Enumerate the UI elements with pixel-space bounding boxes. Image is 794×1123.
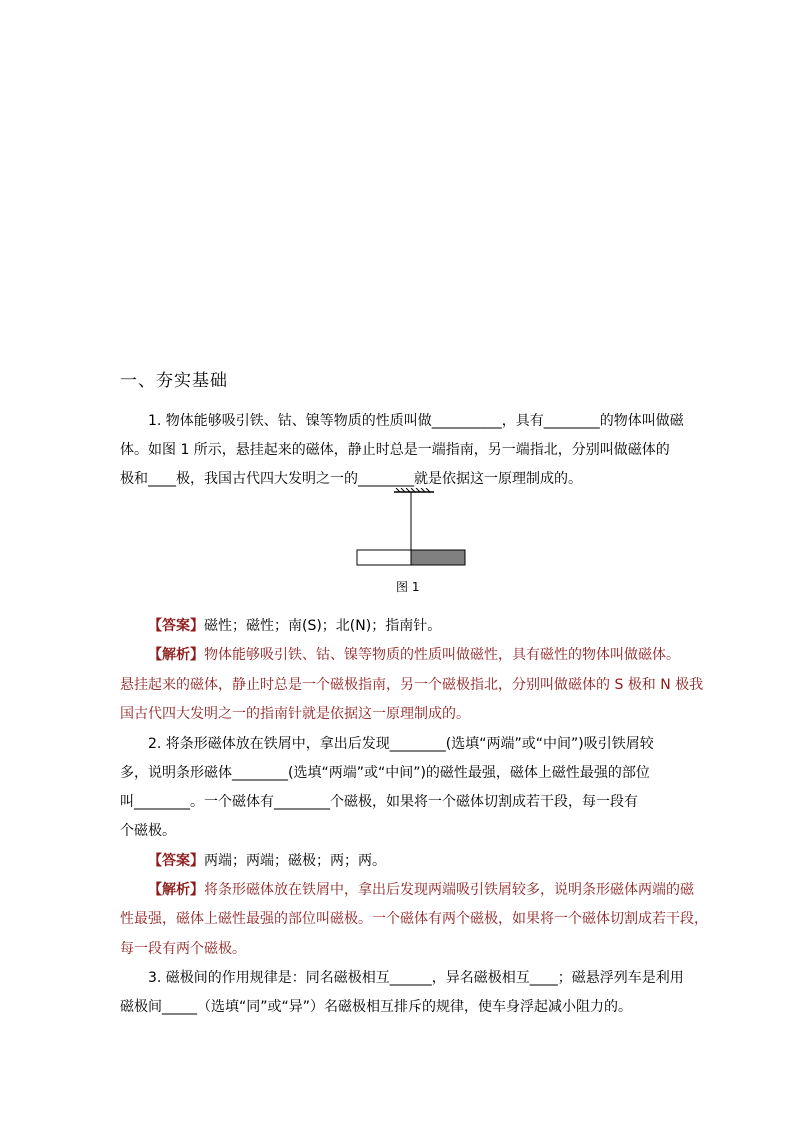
q1-line-3: 极和____极，我国古代四大发明之一的________就是依据这一原理制成的。 bbox=[120, 471, 582, 487]
magnet-white-half bbox=[357, 550, 411, 565]
q1-analysis-2: 悬挂起来的磁体，静止时总是一个磁极指南，另一个磁极指北，分别叫做磁体的 S 极和 N 极我 bbox=[120, 677, 704, 693]
q2-line-2: 多，说明条形磁体________(选填“两端”或“中间”)的磁性最强，磁体上磁性最强的部位 bbox=[120, 765, 650, 781]
q2-line-3: 叫________。一个磁体有________个磁极，如果将一个磁体切割成若干段，每一段有 bbox=[120, 794, 638, 810]
answer-label: 【答案】 bbox=[148, 853, 204, 869]
answer-label: 【答案】 bbox=[148, 618, 204, 634]
analysis-text: 物体能够吸引铁、钴、镍等物质的性质叫做磁性，具有磁性的物体叫做磁体。 bbox=[204, 647, 680, 663]
q2-analysis-1 bbox=[148, 880, 694, 900]
answer-text: 磁性；磁性；南(S)；北(N)；指南针。 bbox=[204, 618, 442, 634]
answer-text: 两端；两端；磁极；两；两。 bbox=[204, 853, 386, 869]
magnet-gray-half bbox=[411, 550, 465, 565]
q2-line-1: 2. 将条形磁体放在铁屑中，拿出后发现________(选填“两端”或“中间”)吸引铁屑较 bbox=[148, 736, 654, 752]
q1-analysis-1 bbox=[148, 645, 680, 665]
q3-line-2: 磁极间_____（选填“同”或“异”）名磁极相互排斥的规律，使车身浮起减小阻力的。 bbox=[120, 999, 633, 1015]
section-title: 一、夯实基础 bbox=[120, 371, 228, 391]
analysis-text: 将条形磁体放在铁屑中，拿出后发现两端吸引铁屑较多，说明条形磁体两端的磁 bbox=[204, 882, 694, 898]
analysis-label: 【解析】 bbox=[148, 882, 204, 898]
q2-answer bbox=[148, 851, 386, 871]
q3-line-1: 3. 磁极间的作用规律是：同名磁极相互______，异名磁极相互____；磁悬浮列车是利用 bbox=[148, 970, 684, 986]
q1-line-1: 1. 物体能够吸引铁、钴、镍等物质的性质叫做__________，具有________的物体叫做磁 bbox=[148, 413, 684, 429]
q2-line-4: 个磁极。 bbox=[120, 823, 176, 839]
q1-analysis-3: 国古代四大发明之一的指南针就是依据这一原理制成的。 bbox=[120, 706, 470, 722]
figure-caption: 图 1 bbox=[396, 580, 420, 594]
q1-answer bbox=[148, 616, 441, 636]
q2-analysis-2: 性最强，磁体上磁性最强的部位叫磁极。一个磁体有两个磁极，如果将一个磁体切割成若干段， bbox=[120, 911, 708, 927]
analysis-label: 【解析】 bbox=[148, 647, 204, 663]
q1-line-2: 体。如图 1 所示，悬挂起来的磁体，静止时总是一端指南，另一端指北，分别叫做磁体的 bbox=[120, 442, 670, 458]
q2-analysis-3: 每一段有两个磁极。 bbox=[120, 941, 246, 957]
ceiling-hatch bbox=[394, 488, 434, 492]
